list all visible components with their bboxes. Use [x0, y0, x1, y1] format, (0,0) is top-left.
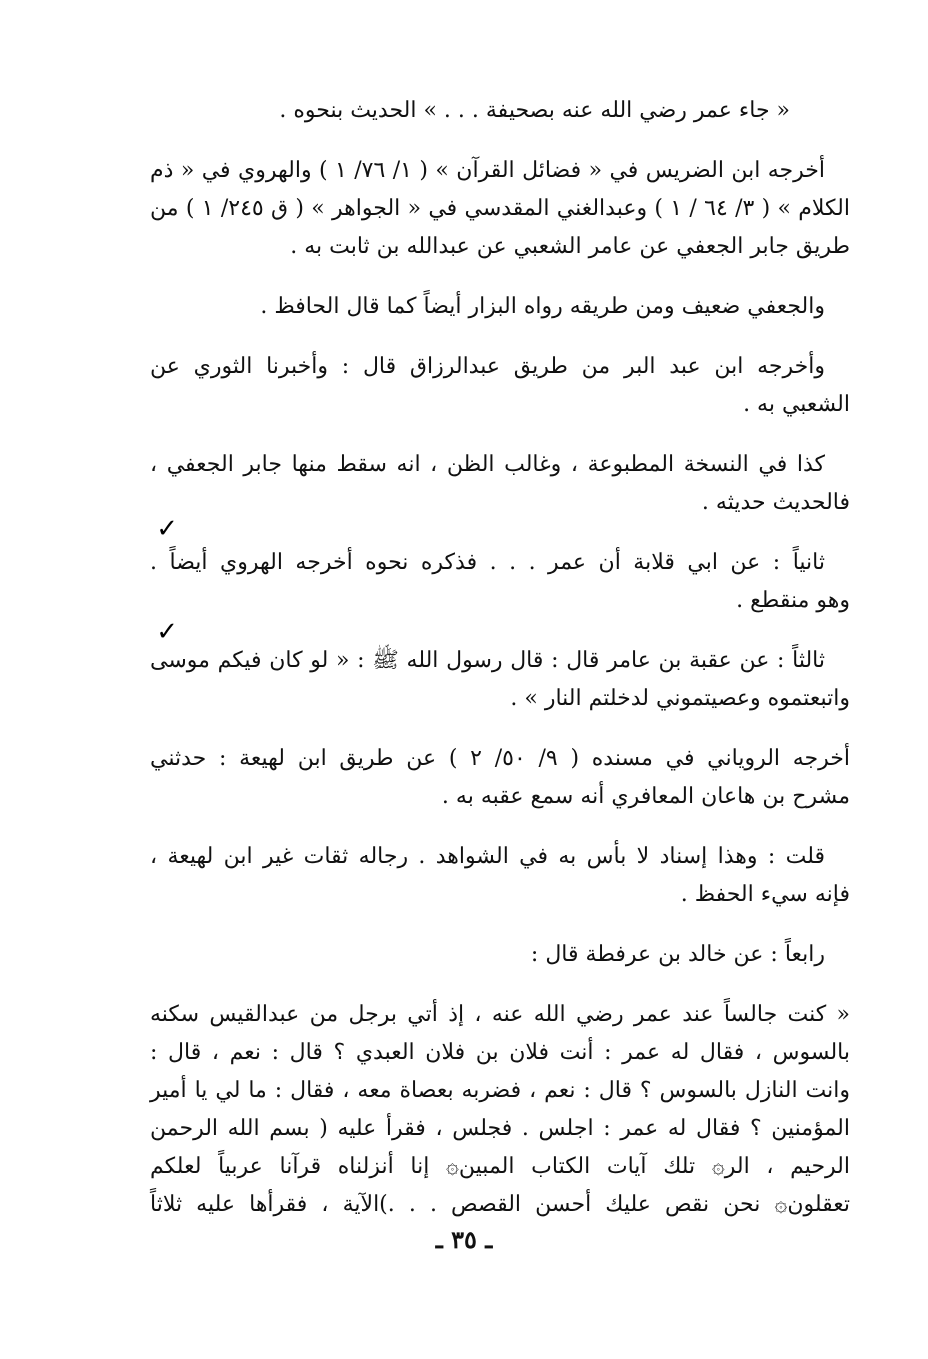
- text-line: واتبعتموه وعصيتموني لدخلتم النار » .: [510, 686, 850, 711]
- text-line: الرحيم ، الر۞ تلك آيات الكتاب المبين۞ إنا أنزلناه قرآنا عربياً لعلكم: [150, 1154, 850, 1179]
- text-line: أخرجه الروياني في مسنده ( ٩/ ٥٠/ ٢ ) عن طريق ابن لهيعة : حدثني: [150, 746, 851, 771]
- text-line: كذا في النسخة المطبوعة ، وغالب الظن ، انه سقط منها جابر الجعفي ،: [150, 452, 825, 477]
- text-line: وانت النازل بالسوس ؟ قال : نعم ، فضربه بعصاة معه ، فقال : ما لي يا أمير: [150, 1078, 850, 1103]
- text-line: « جاء عمر رضي الله عنه بصحيفة . . . » الحديث بنحوه .: [279, 98, 790, 123]
- text-line: الكلام » ( ٣/ ٦٤ / ١ ) وعبدالغني المقدسي في « الجواهر » ( ق ٢٤٥/ ١ ) من: [150, 196, 850, 221]
- text-line: مشرح بن هاعان المعافري أنه سمع عقبه به .: [441, 784, 850, 809]
- text-line: وأخرجه ابن عبد البر من طريق عبدالرزاق قال : وأخبرنا الثوري عن: [150, 354, 825, 379]
- margin-annotation-icon: ✓: [156, 514, 178, 544]
- text-line: فإنه سيء الحفظ .: [680, 882, 850, 907]
- text-line: الشعبي به .: [743, 392, 850, 417]
- text-line: قلت : وهذا إسناد لا بأس به في الشواهد . رجاله ثقات غير ابن لهيعة ،: [150, 844, 825, 869]
- text-line: رابعاً : عن خالد بن عرفطة قال :: [530, 942, 825, 967]
- paragraph-9: [150, 838, 850, 914]
- text-line: فالحديث حديثه .: [701, 490, 850, 515]
- text-line: ثالثاً : عن عقبة بن عامر قال : قال رسول الله ﷺ : « لو كان فيكم موسى: [150, 648, 825, 673]
- text-line: وهو منقطع .: [736, 588, 850, 613]
- paragraph-5: [150, 446, 850, 522]
- text-line: أخرجه ابن الضريس في « فضائل القرآن » ( ١/ ٧٦/ ١ ) والهروي في « ذم: [150, 158, 826, 183]
- text-line: والجعفي ضعيف ومن طريقه رواه البزار أيضاً كما قال الحافظ .: [260, 294, 825, 319]
- page-number: ـ ٣٥ ـ: [435, 1225, 493, 1254]
- text-line: طريق جابر الجعفي عن عامر الشعبي عن عبدالله بن ثابت به .: [290, 234, 850, 259]
- paragraph-10: [150, 936, 850, 974]
- text-line: « كنت جالساً عند عمر رضي الله عنه ، إذ أتي برجل من عبدالقيس سكنه: [150, 1002, 850, 1027]
- paragraph-1: [150, 92, 850, 130]
- margin-annotation-icon: ✓: [156, 617, 178, 647]
- paragraph-3: [150, 288, 850, 326]
- paragraph-4: [150, 348, 850, 424]
- text-line: المؤمنين ؟ فقال له عمر : اجلس . فجلس ، فقرأ عليه ( بسم الله الرحمن: [150, 1116, 850, 1141]
- page-body: [150, 92, 850, 1246]
- paragraph-2: [150, 152, 850, 266]
- text-line: بالسوس ، فقال له عمر : أنت فلان بن فلان العبدي ؟ قال : نعم ، قال :: [150, 1040, 850, 1065]
- paragraph-11: [150, 996, 850, 1224]
- paragraph-7: [150, 642, 850, 718]
- paragraph-8: [150, 740, 850, 816]
- text-line: ثانياً : عن ابي قلابة أن عمر . . . فذكره نحوه أخرجه الهروي أيضاً .: [150, 550, 825, 575]
- paragraph-6: [150, 544, 850, 620]
- text-line: تعقلون۞ نحن نقص عليك أحسن القصص . . .)الآية ، فقرأها عليه ثلاثاً: [150, 1192, 850, 1217]
